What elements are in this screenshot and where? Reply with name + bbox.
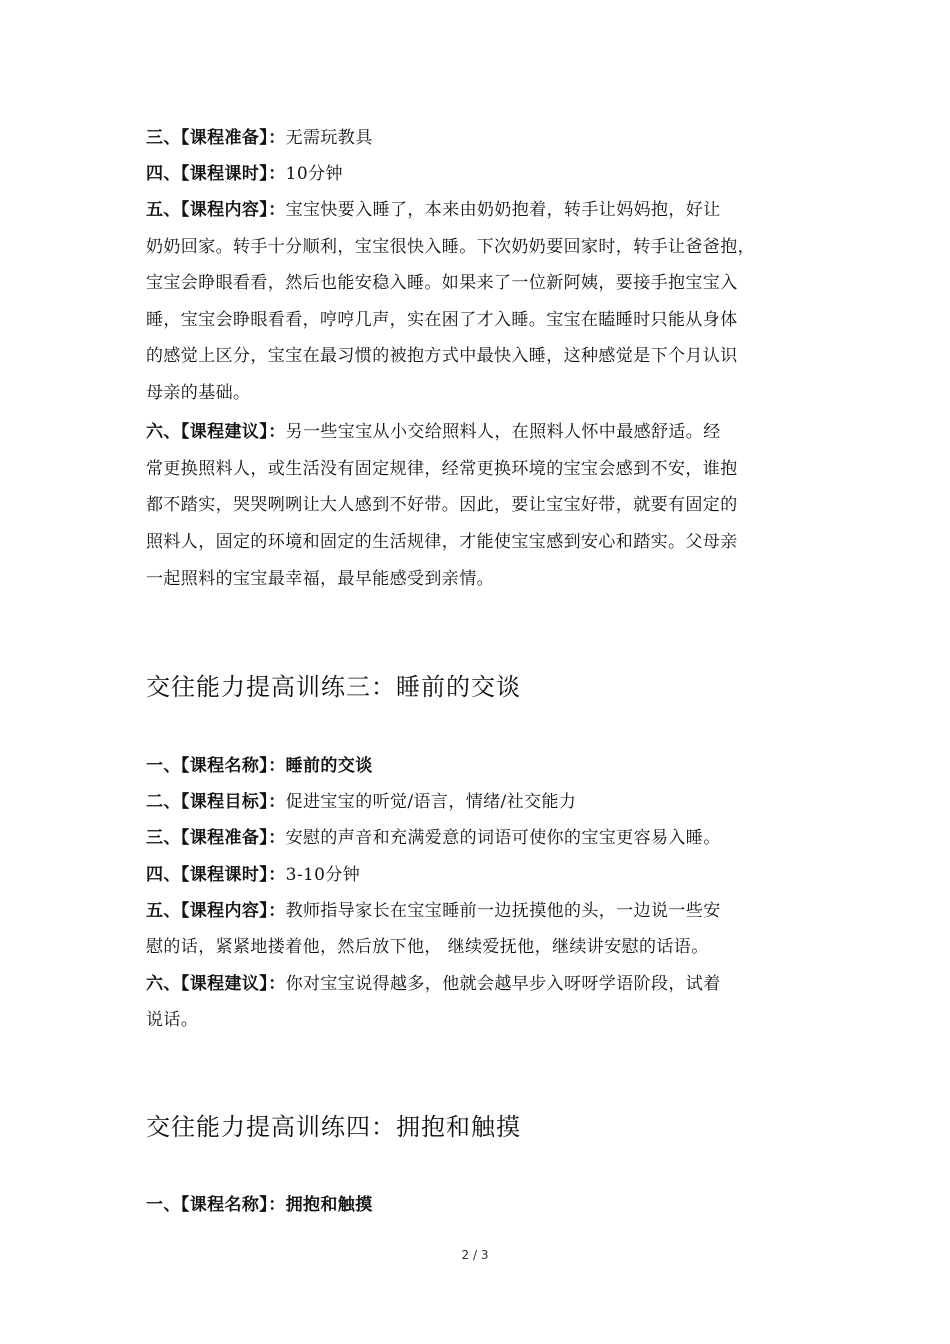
item-label: 三、【课程准备】： xyxy=(146,828,286,848)
course-name-item xyxy=(146,1194,826,1216)
course-prep-item xyxy=(146,127,826,149)
item-label: 五、【课程内容】： xyxy=(146,200,286,220)
item-text: 安慰的声音和充满爱意的词语可使你的宝宝更容易入睡。 xyxy=(285,828,721,848)
course-content-item xyxy=(146,199,826,221)
item-label: 四、【课程课时】： xyxy=(146,865,286,885)
item-label: 三、【课程准备】： xyxy=(146,128,286,148)
paragraph-line: 奶奶回家。转手十分顺利，宝宝很快入睡。下次奶奶要回家时，转手让爸爸抱， xyxy=(146,237,755,257)
item-text: 3-10分钟 xyxy=(285,865,361,885)
item-label: 六、【课程建议】： xyxy=(146,422,286,442)
item-label: 六、【课程建议】： xyxy=(146,974,286,994)
item-label: 一、【课程名称】： xyxy=(146,1195,286,1215)
section-heading: 交往能力提高训练三：睡前的交谈 xyxy=(146,673,521,701)
item-text: 睡前的交谈 xyxy=(285,756,373,776)
course-advice-item xyxy=(146,421,826,443)
page-number: 2 / 3 xyxy=(461,1248,489,1262)
item-text: 你对宝宝说得越多，他就会越早步入呀呀学语阶段，试着 xyxy=(285,974,721,994)
course-duration-item xyxy=(146,163,826,185)
paragraph-line: 慰的话，紧紧地搂着他，然后放下他， 继续爱抚他，继续讲安慰的话语。 xyxy=(146,937,709,957)
item-label: 二、【课程目标】： xyxy=(146,792,286,812)
paragraph-line: 常更换照料人，或生活没有固定规律，经常更换环境的宝宝会感到不安，谁抱 xyxy=(146,459,738,479)
course-advice-item xyxy=(146,973,826,995)
item-label: 五、【课程内容】： xyxy=(146,901,286,921)
course-goal-item xyxy=(146,791,826,813)
course-duration-item xyxy=(146,864,826,886)
item-text: 另一些宝宝从小交给照料人，在照料人怀中最感舒适。经 xyxy=(285,422,721,442)
item-text: 10分钟 xyxy=(285,164,343,184)
paragraph-line: 睡，宝宝会睁眼看看，哼哼几声，实在困了才入睡。宝宝在瞌睡时只能从身体 xyxy=(146,310,738,330)
item-text: 宝宝快要入睡了，本来由奶奶抱着，转手让妈妈抱，好让 xyxy=(285,200,721,220)
paragraph-line: 照料人，固定的环境和固定的生活规律，才能使宝宝感到安心和踏实。父母亲 xyxy=(146,532,738,552)
paragraph-line: 的感觉上区分，宝宝在最习惯的被抱方式中最快入睡，这种感觉是下个月认识 xyxy=(146,346,738,366)
item-label: 一、【课程名称】： xyxy=(146,756,286,776)
item-text: 教师指导家长在宝宝睡前一边抚摸他的头，一边说一些安 xyxy=(285,901,721,921)
paragraph-line: 一起照料的宝宝最幸福，最早能感受到亲情。 xyxy=(146,569,494,589)
paragraph-line: 母亲的基础。 xyxy=(146,383,251,403)
item-text: 促进宝宝的听觉/语言，情绪/社交能力 xyxy=(285,792,577,812)
paragraph-line: 宝宝会睁眼看看，然后也能安稳入睡。如果来了一位新阿姨，要接手抱宝宝入 xyxy=(146,273,738,293)
paragraph-line: 说话。 xyxy=(146,1010,199,1030)
item-text: 无需玩教具 xyxy=(285,128,373,148)
item-label: 四、【课程课时】： xyxy=(146,164,286,184)
item-text: 拥抱和触摸 xyxy=(285,1195,373,1215)
course-content-item xyxy=(146,900,826,922)
section-heading: 交往能力提高训练四：拥抱和触摸 xyxy=(146,1113,521,1141)
course-name-item xyxy=(146,755,826,777)
paragraph-line: 都不踏实，哭哭咧咧让大人感到不好带。因此，要让宝宝好带，就要有固定的 xyxy=(146,495,738,515)
course-prep-item xyxy=(146,827,826,849)
